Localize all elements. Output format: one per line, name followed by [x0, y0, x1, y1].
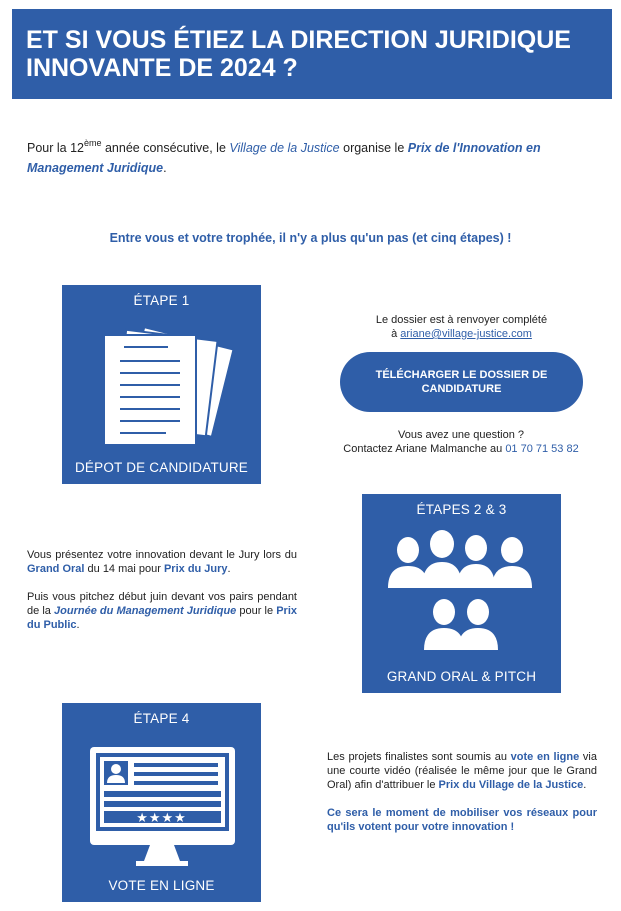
dossier-info: [340, 313, 583, 341]
step1-card: [62, 285, 261, 484]
step4-label: VOTE EN LIGNE: [108, 878, 215, 893]
step23-text: [27, 548, 297, 632]
page-title: ET SI VOUS ÉTIEZ LA DIRECTION JURIDIQUE INNOVANTE DE 2024 ?: [26, 26, 571, 82]
dossier-prefix: à: [391, 328, 401, 340]
download-dossier-button[interactable]: [340, 352, 583, 412]
step23-text-part: Puis vous pitchez début juin devant vos pairs pendant de la: [27, 591, 297, 617]
pitch-paragraph: [27, 590, 297, 632]
documents-icon: [62, 285, 261, 484]
step4-card: [62, 703, 261, 902]
village-justice-name: Village de la Justice: [229, 141, 340, 155]
intro-text: organise le: [339, 141, 408, 155]
step23-label: GRAND ORAL & PITCH: [386, 669, 537, 684]
mobilize-paragraph: Ce sera le moment de mobiliser vos réseaux pour qu'ils votent pour votre innovation !: [327, 807, 597, 833]
question-text: Vous avez une question ?: [398, 429, 524, 441]
email-link[interactable]: ariane@village-justice.com: [400, 328, 532, 340]
step23-text-part: pour le: [236, 605, 277, 617]
vote-paragraph: [327, 750, 597, 792]
prix-jury-term: Prix du Jury: [163, 563, 228, 575]
prix-public-term: Prix du Public: [27, 605, 298, 631]
journee-term: Journée du Management Juridique: [54, 605, 237, 617]
contact-info: [300, 428, 621, 456]
step23-title: ÉTAPES 2 & 3: [416, 502, 507, 517]
intro-text: Pour la 12: [27, 141, 84, 155]
step1-label: DÉPOT DE CANDIDATURE: [74, 460, 249, 475]
intro-paragraph: [27, 138, 599, 178]
intro-text: année consécutive, le: [101, 141, 230, 155]
step23-text-part: .: [76, 619, 80, 631]
phone-number[interactable]: 01 70 71 53 82: [505, 443, 579, 455]
step23-card: [362, 494, 561, 693]
header-banner: [12, 9, 612, 99]
people-group-icon: [362, 494, 561, 693]
step4-text-part: .: [583, 779, 587, 791]
step4-text: [327, 750, 597, 834]
step23-text-part: .: [227, 563, 231, 575]
monitor-vote-icon: [62, 703, 261, 902]
prix-name: Prix de l'Innovation en Management Juridique: [27, 141, 541, 175]
dossier-text: Le dossier est à renvoyer complété: [375, 314, 548, 326]
grand-oral-paragraph: [27, 548, 297, 576]
step4-text-part: via une courte vidéo (réalisée le même jour que le Grand Oral) afin d'attribuer le: [327, 751, 597, 791]
download-button-label: TÉLÉCHARGER LE DOSSIER DE CANDIDATURE: [375, 369, 548, 395]
step4-title: ÉTAPE 4: [133, 711, 190, 726]
contact-text: Contactez Ariane Malmanche au: [343, 443, 506, 455]
grand-oral-term: Grand Oral: [27, 563, 85, 575]
intro-text: .: [163, 161, 167, 175]
vote-en-ligne-term: vote en ligne: [510, 751, 580, 763]
step23-text-part: Vous présentez votre innovation devant le Jury lors du: [27, 549, 297, 561]
step23-text-part: du 14 mai pour: [84, 563, 164, 575]
rating-stars: ★★★★: [136, 810, 187, 825]
prix-village-term: Prix du Village de la Justice: [438, 779, 584, 791]
tagline: Entre vous et votre trophée, il n'y a plus qu'un pas (et cinq étapes) !: [109, 231, 512, 245]
step1-title: ÉTAPE 1: [133, 293, 190, 308]
intro-superscript: ème: [83, 138, 102, 148]
step4-text-part: Les projets finalistes sont soumis au: [327, 751, 511, 763]
